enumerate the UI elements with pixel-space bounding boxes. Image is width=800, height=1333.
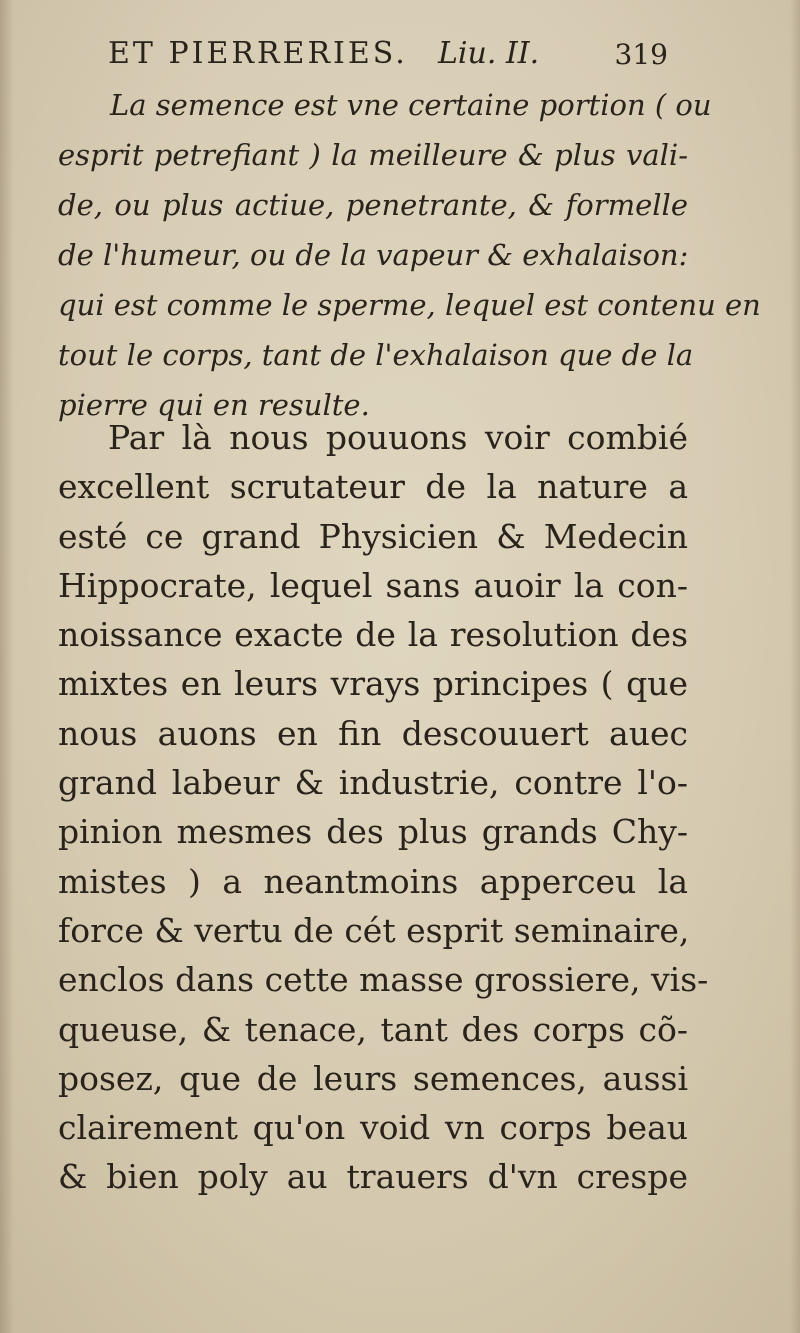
text-line: excellent scrutateur de la nature a bbox=[58, 467, 688, 507]
page-number: 319 bbox=[614, 38, 668, 71]
text-line: nous auons en fin descouuert auec bbox=[58, 713, 688, 753]
text-line: esprit petrefiant ) la meilleure & plus vali- bbox=[58, 138, 688, 172]
text-line: qui est comme le sperme, lequel est contenu en bbox=[58, 288, 761, 322]
text-line: mixtes en leurs vrays principes ( que bbox=[58, 664, 688, 704]
text-line: pinion mesmes des plus grands Chy- bbox=[58, 812, 688, 852]
italic-paragraph bbox=[58, 80, 761, 430]
text-line: La semence est vne certaine portion ( ou bbox=[110, 88, 712, 122]
text-line: enclos dans cette masse grossiere, vis- bbox=[58, 960, 709, 1000]
text-line: Hippocrate, lequel sans auoir la con- bbox=[58, 565, 688, 605]
text-line: noissance exacte de la resolution des bbox=[58, 615, 688, 655]
text-line: de, ou plus actiue, penetrante, & formelle bbox=[58, 188, 688, 222]
text-line: posez, que de leurs semences, aussi bbox=[58, 1058, 688, 1098]
text-line: mistes ) a neantmoins apperceu la bbox=[58, 861, 688, 901]
text-line: & bien poly au trauers d'vn crespe bbox=[58, 1157, 688, 1197]
text-line: Par là nous pouuons voir combié bbox=[108, 418, 688, 457]
text-line: esté ce grand Physicien & Medecin bbox=[58, 516, 688, 556]
running-head-title: ET PIERRERIES. bbox=[108, 36, 408, 71]
book-number: Liu. II. bbox=[438, 36, 540, 71]
text-line: clairement qu'on void vn corps beau bbox=[58, 1108, 688, 1148]
text-line: grand labeur & industrie, contre l'o- bbox=[58, 763, 688, 803]
text-line: pierre qui en resulte. bbox=[58, 388, 370, 422]
text-line: force & vertu de cét esprit seminaire, bbox=[58, 910, 690, 950]
roman-paragraph bbox=[58, 413, 709, 1202]
running-head bbox=[108, 30, 668, 80]
text-line: queuse, & tenace, tant des corps cõ- bbox=[58, 1009, 688, 1049]
text-line: tout le corps, tant de l'exhalaison que de la bbox=[58, 338, 694, 372]
text-line: de l'humeur, ou de la vapeur & exhalaison: bbox=[58, 238, 689, 272]
